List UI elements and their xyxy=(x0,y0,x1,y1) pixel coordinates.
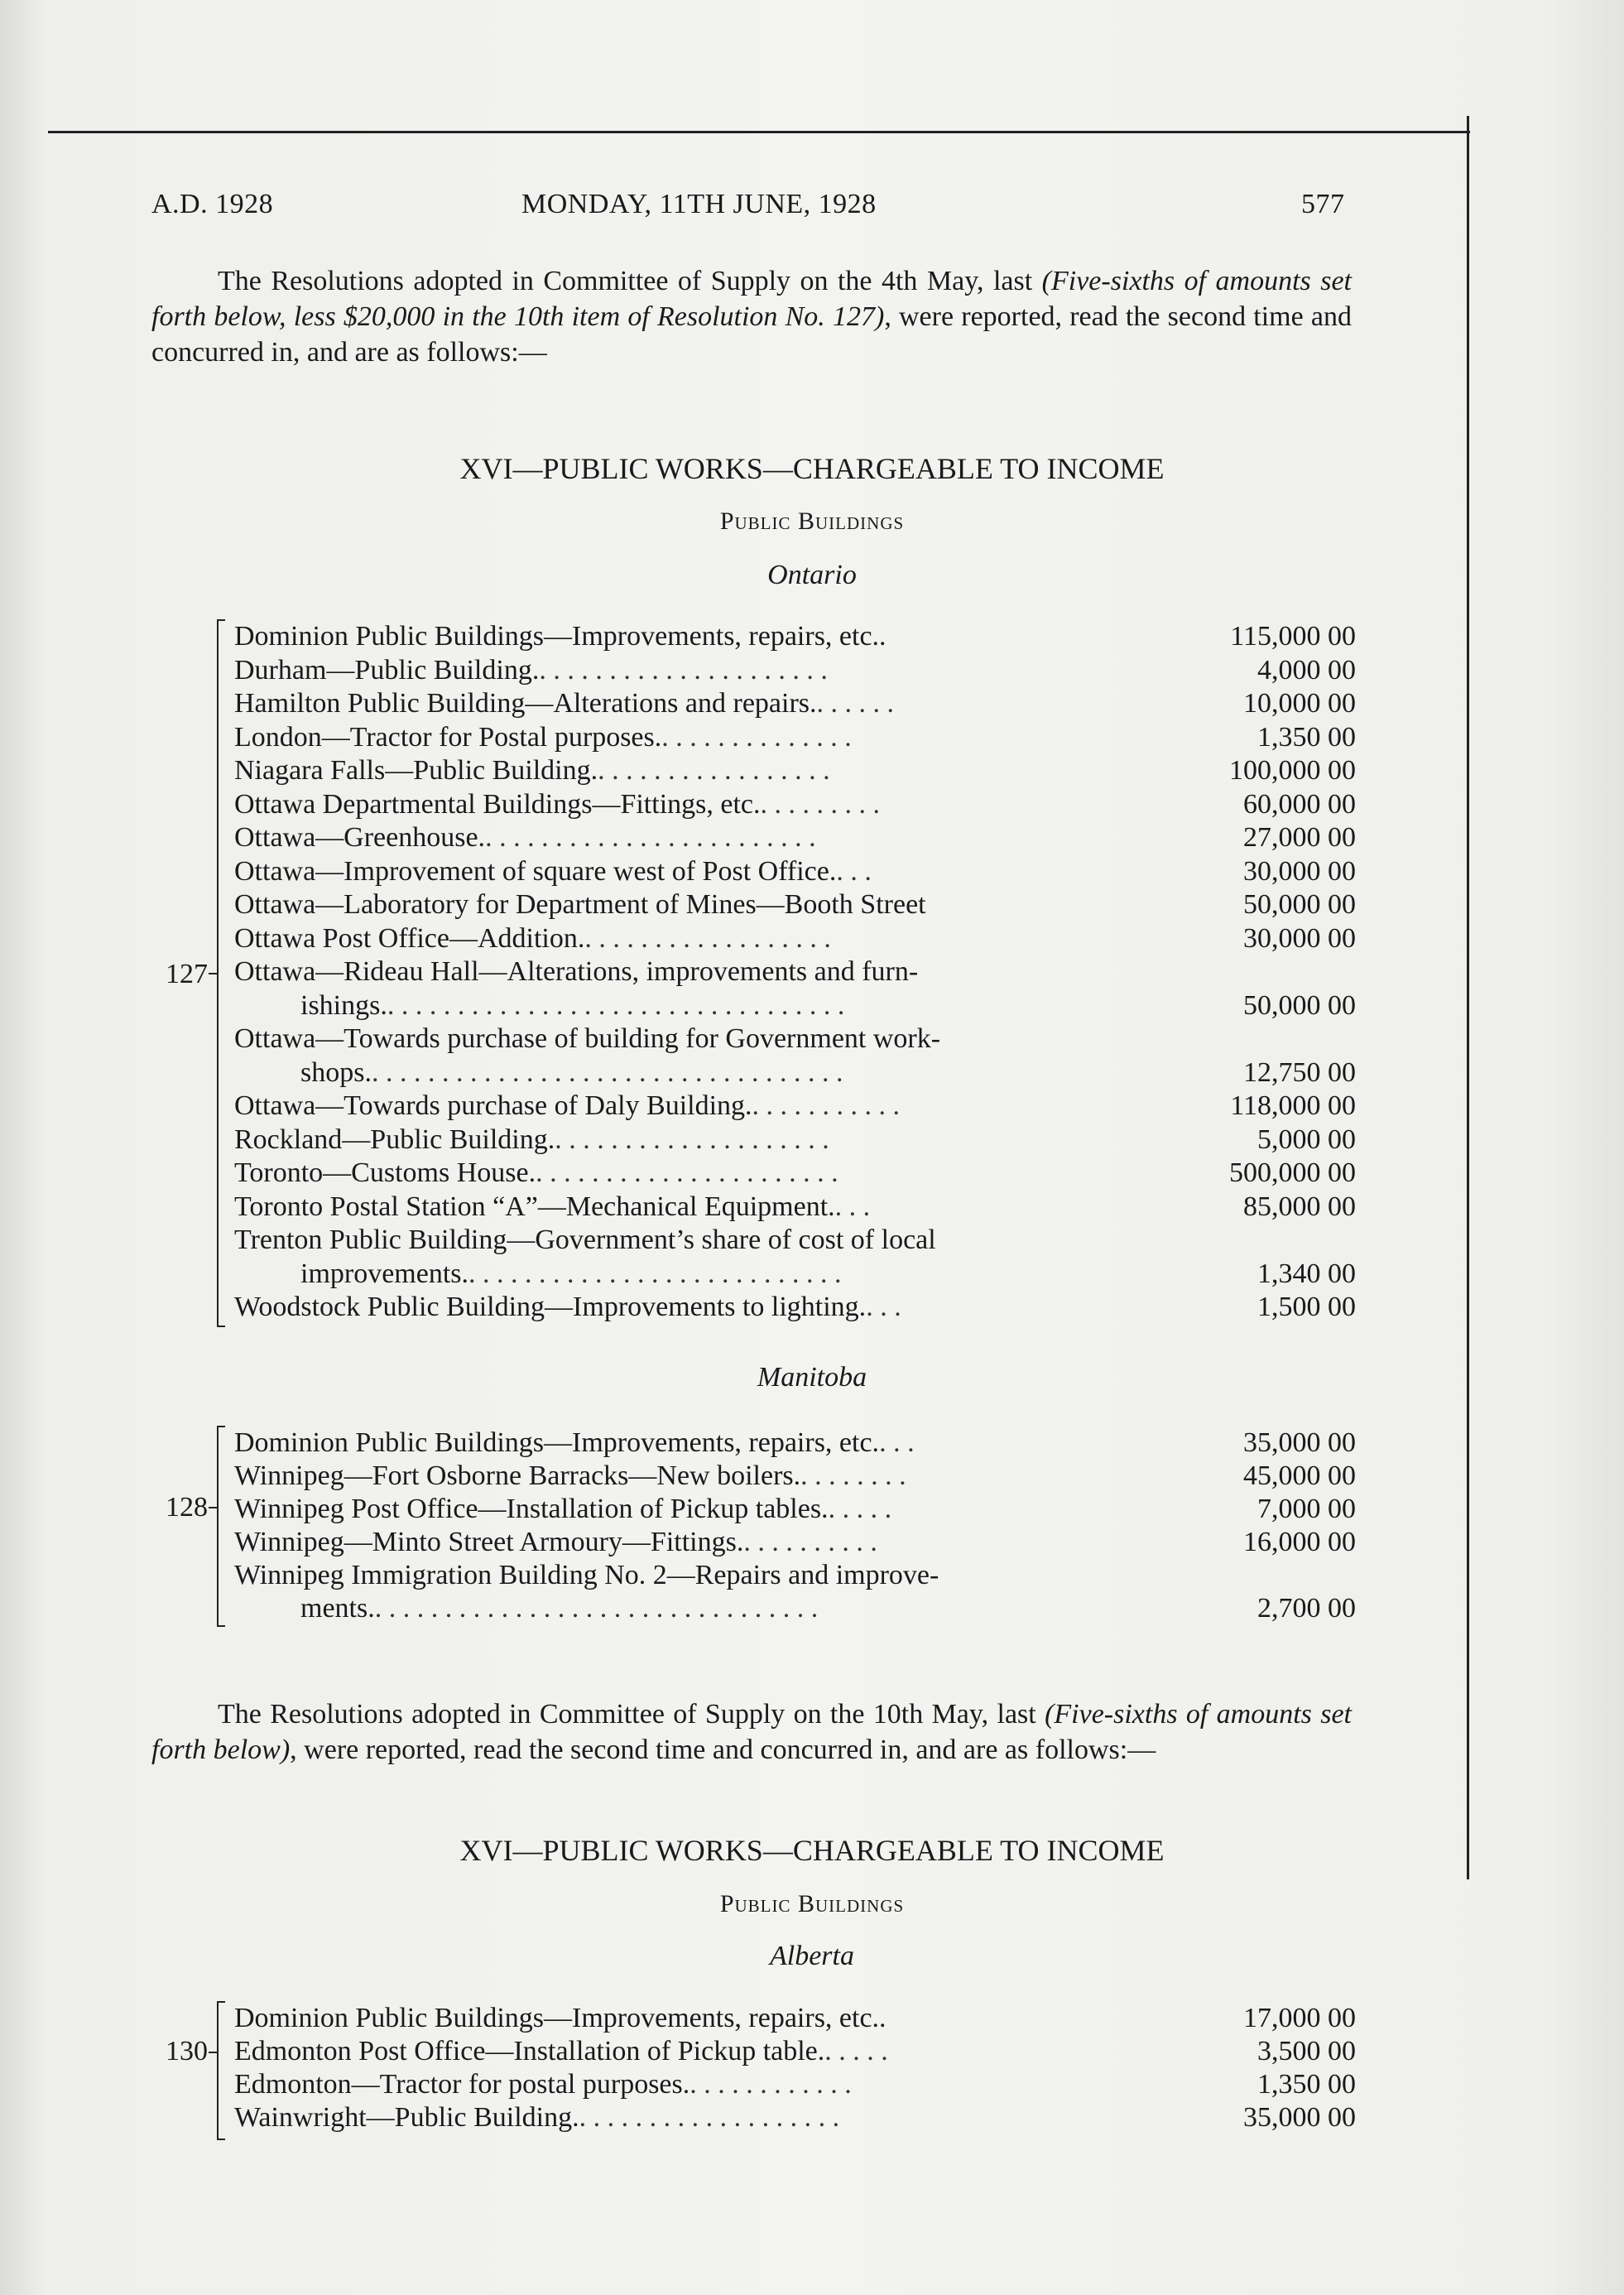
table-row xyxy=(234,955,1356,989)
row-amount: 115,000 00 xyxy=(1230,621,1356,652)
table-row xyxy=(234,2067,1356,2102)
row-amount: 1,340 00 xyxy=(1257,1258,1356,1289)
row-text: Ottawa—Laboratory for Department of Mines—Booth Street xyxy=(234,889,926,920)
table-row xyxy=(234,854,1356,889)
section1-title: XVI—PUBLIC WORKS—CHARGEABLE TO INCOME xyxy=(459,452,1165,485)
row-text: Dominion Public Buildings—Improvements, repairs, etc.. xyxy=(234,621,886,652)
right-rule xyxy=(1467,116,1469,1879)
brace-128-bottom xyxy=(217,1625,225,1627)
row-label xyxy=(234,854,872,889)
row-label xyxy=(234,1525,877,1560)
table-row xyxy=(234,2001,1356,2036)
row-leader-dots: . . . . . xyxy=(828,1494,892,1524)
table-row xyxy=(234,787,1356,822)
row-amount: 2,700 00 xyxy=(1257,1593,1356,1624)
row-leader-dots: . . . xyxy=(866,1292,901,1322)
row-text: Dominion Public Buildings—Improvements, repairs, etc. xyxy=(234,1427,880,1458)
brace-127-mid xyxy=(209,973,217,974)
section2-title: XVI—PUBLIC WORKS—CHARGEABLE TO INCOME xyxy=(459,1834,1165,1867)
section1-subtitle: Public Buildings xyxy=(719,508,905,535)
table-row xyxy=(234,1591,1356,1626)
row-label xyxy=(234,1022,940,1056)
row-text: improvements. xyxy=(300,1258,469,1289)
row-text: Wainwright—Public Building. xyxy=(234,2102,579,2133)
brace-128 xyxy=(217,1426,219,1627)
row-leader-dots: . . . . . . . . . . . . . . xyxy=(661,721,852,753)
row-leader-dots: . . . . . . . . . . . . . . . . . xyxy=(598,755,830,786)
table-row xyxy=(234,1022,1356,1056)
row-label xyxy=(234,2034,888,2069)
row-text: Edmonton Post Office—Installation of Pickup table. xyxy=(234,2036,825,2066)
row-label xyxy=(234,1558,939,1593)
row-label xyxy=(234,2100,839,2135)
header-year: A.D. 1928 xyxy=(151,189,274,219)
row-amount: 35,000 00 xyxy=(1243,2102,1356,2133)
header-date: MONDAY, 11TH JUNE, 1928 xyxy=(521,189,877,219)
row-leader-dots: . . . . . . . . . . . . . . . . . . . . . . . . . . . . . . . . . xyxy=(387,989,845,1021)
row-text: shops. xyxy=(300,1056,372,1088)
row-amount: 35,000 00 xyxy=(1243,1427,1356,1458)
para1-text-a: The Resolutions adopted in Committee of Supply on the 4th May, last xyxy=(218,266,1042,296)
row-leader-dots: . . . . . . . . . . . . . . . . . . . . . . . . . . . . . . . . . . xyxy=(371,1056,843,1088)
row-text: Winnipeg—Minto Street Armoury—Fittings. xyxy=(234,1527,744,1557)
row-leader-dots: . . . xyxy=(879,1427,915,1458)
table-row xyxy=(234,619,1356,654)
row-leader-dots: . . . . . . . . . . . xyxy=(752,1090,901,1121)
province-ontario: Ontario xyxy=(767,560,857,590)
row-label xyxy=(234,2067,852,2102)
row-label xyxy=(234,820,816,855)
row-amount: 50,000 00 xyxy=(1243,989,1356,1021)
row-amount: 118,000 00 xyxy=(1230,1090,1356,1121)
province-manitoba: Manitoba xyxy=(757,1362,867,1393)
para2-text-b: , were reported, read the second time and concurred in, and are as follows:— xyxy=(290,1734,1156,1765)
row-label xyxy=(234,753,830,788)
row-amount: 10,000 00 xyxy=(1243,688,1356,719)
table-row xyxy=(234,1156,1356,1191)
row-amount: 30,000 00 xyxy=(1243,855,1356,887)
row-amount: 45,000 00 xyxy=(1243,1460,1356,1491)
row-amount: 27,000 00 xyxy=(1243,822,1356,853)
row-text: Dominion Public Buildings—Improvements, repairs, etc.. xyxy=(234,2003,886,2033)
row-amount: 85,000 00 xyxy=(1243,1191,1356,1222)
row-label xyxy=(234,787,880,822)
row-label xyxy=(300,1056,843,1090)
row-label xyxy=(234,921,831,956)
intro-paragraph-1 xyxy=(151,263,1352,370)
row-label xyxy=(234,2001,886,2036)
row-text: ishings. xyxy=(300,989,387,1021)
brace-130-bottom xyxy=(217,2139,225,2140)
row-amount: 500,000 00 xyxy=(1229,1157,1356,1188)
row-amount: 30,000 00 xyxy=(1243,922,1356,954)
para1-italic: (Five-sixths of amounts set forth below, less $20,000 in the 10th item of Resolution No. 127) xyxy=(151,266,1352,332)
row-text: Hamilton Public Building—Alterations and repairs. xyxy=(234,688,817,719)
row-label xyxy=(300,1591,818,1626)
resolution-128: 128 xyxy=(166,1492,208,1523)
row-text: Winnipeg Post Office—Installation of Pickup tables. xyxy=(234,1494,829,1524)
row-label xyxy=(300,1257,842,1292)
row-amount: 1,350 00 xyxy=(1257,2069,1356,2100)
para2-italic: (Five-sixths of amounts set forth below) xyxy=(151,1699,1352,1765)
row-amount: 1,350 00 xyxy=(1257,721,1356,753)
row-amount: 12,750 00 xyxy=(1243,1056,1356,1088)
row-text: Toronto—Customs House. xyxy=(234,1157,536,1188)
row-amount: 1,500 00 xyxy=(1257,1292,1356,1322)
section2-subtitle: Public Buildings xyxy=(719,1890,905,1917)
brace-130-top xyxy=(217,2001,225,2003)
row-label xyxy=(234,1156,838,1191)
row-text: Winnipeg—Fort Osborne Barracks—New boilers. xyxy=(234,1460,801,1491)
row-amount: 50,000 00 xyxy=(1243,889,1356,920)
row-label xyxy=(234,1089,900,1123)
table-row xyxy=(234,1558,1356,1593)
brace-130-mid xyxy=(209,2052,217,2053)
row-label xyxy=(234,653,828,688)
row-text: Winnipeg Immigration Building No. 2—Repairs and improve- xyxy=(234,1560,939,1590)
table-row xyxy=(234,888,1356,922)
row-label xyxy=(234,1492,891,1527)
row-amount: 7,000 00 xyxy=(1257,1494,1356,1524)
row-label xyxy=(234,1123,829,1157)
row-label xyxy=(234,686,894,721)
row-label xyxy=(234,888,926,922)
row-label xyxy=(300,989,844,1023)
page-number: 577 xyxy=(1301,189,1345,219)
row-label xyxy=(234,1459,906,1494)
row-leader-dots: . . . . . . . . xyxy=(800,1460,906,1491)
table-row xyxy=(234,720,1356,755)
row-text: Ottawa—Towards purchase of building for Government work- xyxy=(234,1023,941,1054)
row-amount: 17,000 00 xyxy=(1243,2003,1356,2033)
table-row xyxy=(234,653,1356,688)
table-row xyxy=(234,1426,1356,1460)
table-row xyxy=(234,1257,1356,1292)
row-leader-dots: . . . . . . . . . . . . . . . . . . . . . . . . . . . . . . . . xyxy=(374,1593,819,1624)
brace-127-bottom xyxy=(217,1326,225,1327)
row-leader-dots: . . . . . . . . . . . . . . . . . . . . . . . . . . . xyxy=(468,1258,842,1289)
row-text: Trenton Public Building—Government’s share of cost of local xyxy=(234,1224,936,1255)
table-row xyxy=(234,1089,1356,1123)
brace-127 xyxy=(217,619,219,1327)
table-row xyxy=(234,1290,1356,1325)
row-label xyxy=(234,1223,936,1258)
table-row xyxy=(234,1525,1356,1560)
row-text: Ottawa Post Office—Addition. xyxy=(234,922,585,954)
row-text: Ottawa—Towards purchase of Daly Building. xyxy=(234,1090,752,1121)
brace-128-top xyxy=(217,1426,225,1427)
row-text: Ottawa Departmental Buildings—Fittings, etc. xyxy=(234,788,761,820)
row-text: Niagara Falls—Public Building. xyxy=(234,755,598,786)
row-text: London—Tractor for Postal purposes. xyxy=(234,721,662,753)
table-row xyxy=(234,1123,1356,1157)
brace-127-top xyxy=(217,619,225,621)
table-row xyxy=(234,2100,1356,2135)
row-label xyxy=(234,1290,901,1325)
row-leader-dots: . . . . . . . . . xyxy=(760,788,881,820)
table-row xyxy=(234,1190,1356,1224)
row-label xyxy=(234,720,852,755)
row-amount: 100,000 00 xyxy=(1229,755,1356,786)
para1-text-b: , were reported, read the second time and concurred in, and are as follows:— xyxy=(151,301,1352,368)
row-text: Ottawa—Rideau Hall—Alterations, improvements and furn- xyxy=(234,956,919,987)
brace-130 xyxy=(217,2001,219,2140)
table-row xyxy=(234,686,1356,721)
para2-text-a: The Resolutions adopted in Committee of Supply on the 10th May, last xyxy=(218,1699,1045,1730)
row-text: Edmonton—Tractor for postal purposes. xyxy=(234,2069,690,2100)
row-leader-dots: . . . . . . . . . . . . xyxy=(689,2069,852,2100)
row-text: Ottawa—Improvement of square west of Post Office. xyxy=(234,855,837,887)
row-text: Rockland—Public Building. xyxy=(234,1123,555,1155)
row-label xyxy=(234,1426,915,1460)
row-label xyxy=(234,1190,870,1224)
table-row xyxy=(234,989,1356,1023)
table-row xyxy=(234,1492,1356,1527)
row-amount: 60,000 00 xyxy=(1243,788,1356,820)
row-text: Woodstock Public Building—Improvements to lighting. xyxy=(234,1292,867,1322)
row-text: Toronto Postal Station “A”—Mechanical Equipment. xyxy=(234,1191,835,1222)
table-row xyxy=(234,1056,1356,1090)
resolution-127: 127 xyxy=(166,959,208,989)
row-leader-dots: . . . . . . . . . . . . . . . . . . . xyxy=(579,2102,840,2133)
row-leader-dots: . . . . . . . . . . . . . . . . . . . . . . xyxy=(536,1157,838,1188)
row-leader-dots: . . . xyxy=(834,1191,871,1222)
table-row xyxy=(234,1223,1356,1258)
row-text: Durham—Public Building. xyxy=(234,654,540,686)
brace-128-mid xyxy=(209,1507,217,1508)
row-amount: 16,000 00 xyxy=(1243,1527,1356,1557)
row-amount: 4,000 00 xyxy=(1257,654,1356,686)
table-row xyxy=(234,1459,1356,1494)
row-amount: 5,000 00 xyxy=(1257,1123,1356,1155)
row-leader-dots: . . . . . . . . . . . . . . . . . . . . . . . . xyxy=(485,822,816,853)
row-leader-dots: . . . . . . . . . . . . . . . . . . xyxy=(584,922,831,954)
row-amount: 3,500 00 xyxy=(1257,2036,1356,2066)
intro-paragraph-2 xyxy=(151,1696,1352,1768)
row-leader-dots: . . . . . . xyxy=(816,688,895,719)
top-rule xyxy=(48,131,1470,133)
row-leader-dots: . . . . . xyxy=(824,2036,888,2066)
row-leader-dots: . . . xyxy=(836,855,872,887)
province-alberta: Alberta xyxy=(770,1941,854,1971)
row-text: ments. xyxy=(300,1593,375,1624)
row-text: Ottawa—Greenhouse. xyxy=(234,822,486,853)
row-leader-dots: . . . . . . . . . . . . . . . . . . . . xyxy=(555,1123,829,1155)
row-leader-dots: . . . . . . . . . . . . . . . . . . . . . xyxy=(539,654,828,686)
resolution-130: 130 xyxy=(166,2036,208,2066)
row-leader-dots: . . . . . . . . . . xyxy=(743,1527,877,1557)
table-row xyxy=(234,921,1356,956)
row-label xyxy=(234,955,918,989)
row-label xyxy=(234,619,886,654)
table-row xyxy=(234,2034,1356,2069)
table-row xyxy=(234,820,1356,855)
table-row xyxy=(234,753,1356,788)
